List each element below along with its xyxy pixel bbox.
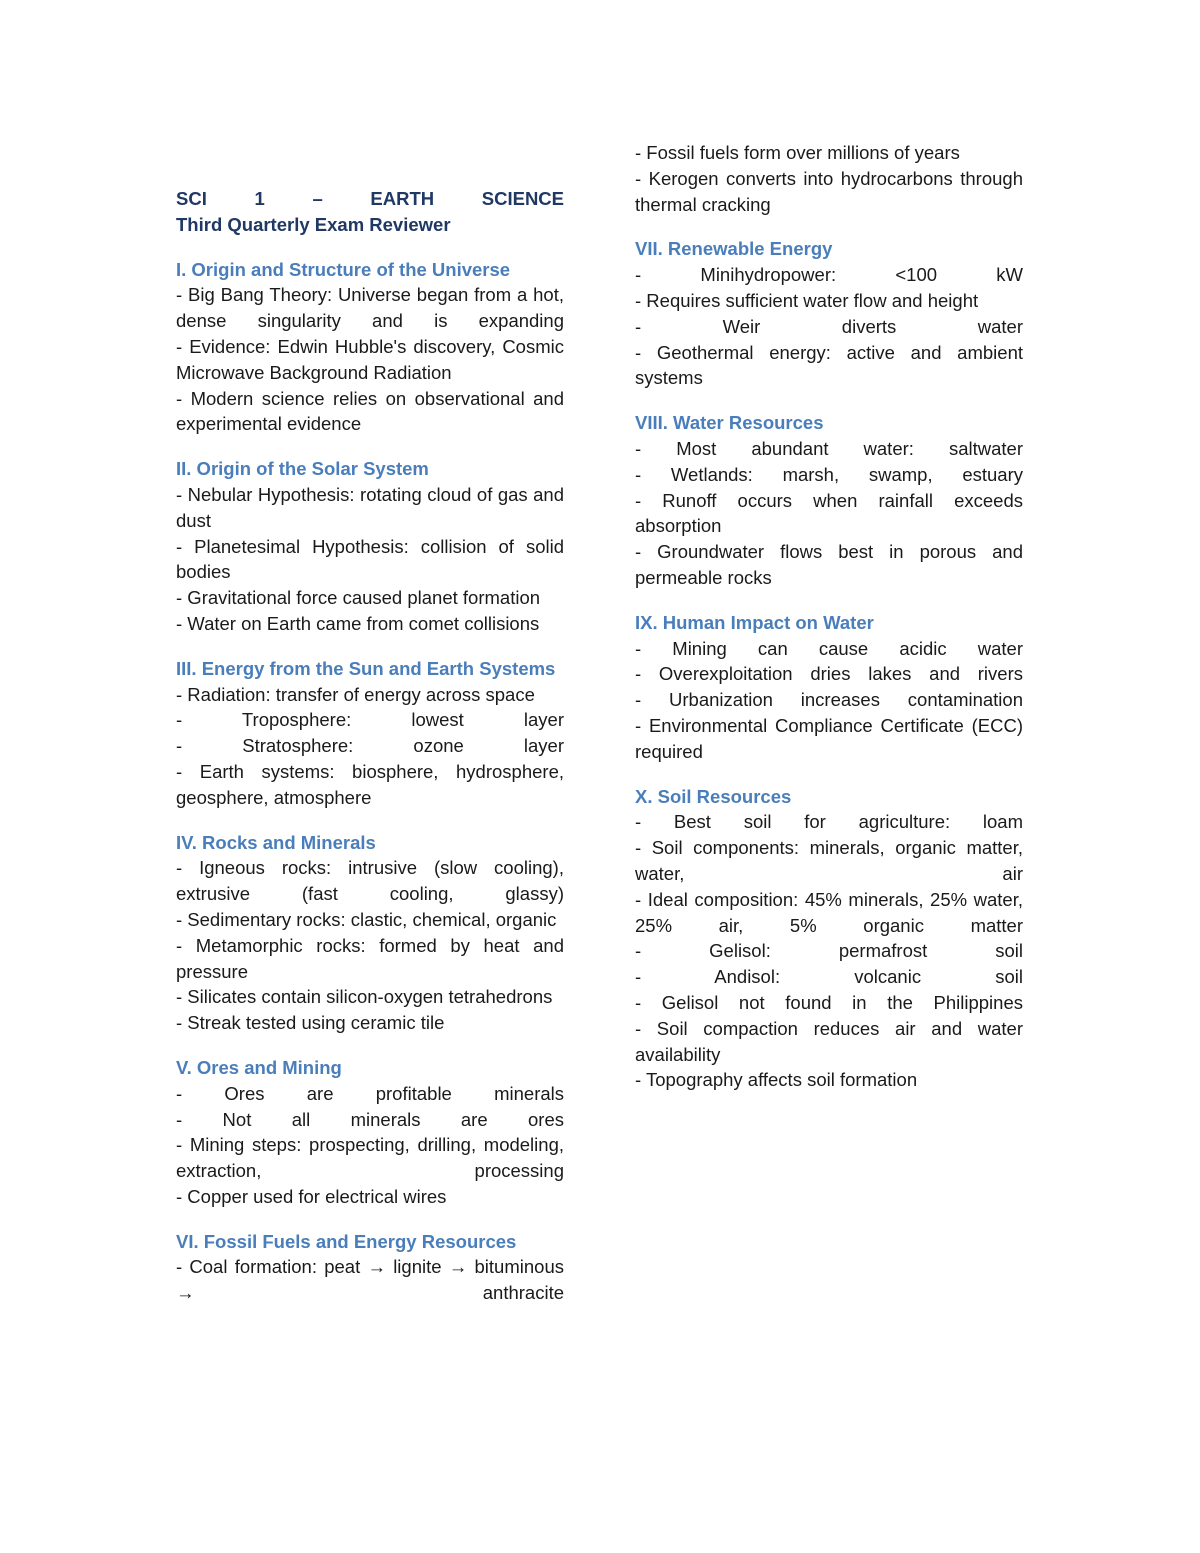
section-heading: IV. Rocks and Minerals xyxy=(176,831,376,853)
section-water-resources xyxy=(635,410,1023,591)
document-subtitle: Third Quarterly Exam Reviewer xyxy=(176,213,451,235)
list-item: - Best soil for agriculture: loam xyxy=(635,811,1023,833)
section-heading: VII. Renewable Energy xyxy=(635,238,833,260)
list-item: - Troposphere: lowest layer xyxy=(176,709,564,731)
section-fossil-fuels xyxy=(176,1229,564,1306)
document-title: SCI 1 – EARTH SCIENCE xyxy=(176,188,564,209)
list-item: - Urbanization increases contamination xyxy=(635,689,1023,711)
list-item: - Planetesimal Hypothesis: collision of solid bodies xyxy=(176,535,564,583)
section-ores-mining xyxy=(176,1055,564,1210)
list-item: - Andisol: volcanic soil xyxy=(635,966,1023,988)
list-item: - Soil components: minerals, organic matter, water, air xyxy=(635,837,1023,884)
list-item: - Minihydropower: <100 kW xyxy=(635,264,1023,286)
list-item: - Most abundant water: saltwater xyxy=(635,437,1023,459)
list-item: - Fossil fuels form over millions of years xyxy=(635,142,960,163)
list-item: - Not all minerals are ores xyxy=(176,1108,564,1130)
list-item: - Radiation: transfer of energy across space xyxy=(176,683,535,705)
list-item: - Weir diverts water xyxy=(635,315,1023,337)
list-item: - Sedimentary rocks: clastic, chemical, organic xyxy=(176,908,557,930)
list-item: - Soil compaction reduces air and water availability xyxy=(635,1017,1023,1065)
list-item: - Topography affects soil formation xyxy=(635,1069,918,1091)
list-item: - Stratosphere: ozone layer xyxy=(176,735,564,757)
list-item: - Mining can cause acidic water xyxy=(635,637,1023,659)
list-item: - Groundwater flows best in porous and permeable rocks xyxy=(635,541,1023,588)
section-fossil-fuels-continued xyxy=(635,140,1023,217)
list-item: - Requires sufficient water flow and height xyxy=(635,289,979,311)
list-item: - Earth systems: biosphere, hydrosphere, geosphere, atmosphere xyxy=(176,760,564,808)
list-item: - Modern science relies on observational and experimental evidence xyxy=(176,387,564,435)
list-item: - Gelisol: permafrost soil xyxy=(635,940,1023,962)
section-heading: VIII. Water Resources xyxy=(635,412,824,434)
list-item: - Silicates contain silicon-oxygen tetrahedrons xyxy=(176,986,553,1008)
list-item: - Streak tested using ceramic tile xyxy=(176,1012,445,1034)
section-heading: II. Origin of the Solar System xyxy=(176,458,429,480)
section-soil-resources xyxy=(635,784,1023,1094)
list-item: - Ideal composition: 45% minerals, 25% water, 25% air, 5% organic matter xyxy=(635,888,1023,936)
list-item: - Environmental Compliance Certificate (ECC) required xyxy=(635,714,1023,762)
section-human-impact-water xyxy=(635,610,1023,765)
section-energy-sun xyxy=(176,656,564,811)
section-renewable-energy xyxy=(635,236,1023,391)
section-heading: VI. Fossil Fuels and Energy Resources xyxy=(176,1230,517,1252)
section-universe xyxy=(176,257,564,438)
section-heading: IX. Human Impact on Water xyxy=(635,611,874,633)
list-item: - Copper used for electrical wires xyxy=(176,1185,447,1207)
section-rocks-minerals xyxy=(176,830,564,1036)
list-item: - Wetlands: marsh, swamp, estuary xyxy=(635,463,1023,485)
section-heading: X. Soil Resources xyxy=(635,785,792,807)
left-column xyxy=(176,186,564,1306)
list-item: - Ores are profitable minerals xyxy=(176,1082,564,1104)
list-item: - Kerogen converts into hydrocarbons through thermal cracking xyxy=(635,167,1023,215)
list-item: - Gelisol not found in the Philippines xyxy=(635,991,1023,1013)
list-item: - Mining steps: prospecting, drilling, modeling, extraction, processing xyxy=(176,1134,564,1182)
list-item: - Geothermal energy: active and ambient systems xyxy=(635,341,1023,389)
section-heading: III. Energy from the Sun and Earth Systems xyxy=(176,657,556,679)
list-item: - Water on Earth came from comet collisions xyxy=(176,612,540,634)
list-item: - Gravitational force caused planet formation xyxy=(176,587,541,609)
section-heading: I. Origin and Structure of the Universe xyxy=(176,258,511,280)
list-item: - Nebular Hypothesis: rotating cloud of gas and dust xyxy=(176,483,564,531)
list-item: - Metamorphic rocks: formed by heat and pressure xyxy=(176,934,564,982)
right-column xyxy=(635,140,1023,1093)
list-item: - Overexploitation dries lakes and rivers xyxy=(635,663,1023,685)
list-item: - Coal formation: peat → lignite → bituminous → anthracite xyxy=(176,1256,564,1304)
section-heading: V. Ores and Mining xyxy=(176,1056,342,1078)
list-item: - Igneous rocks: intrusive (slow cooling), extrusive (fast cooling, glassy) xyxy=(176,857,564,905)
list-item: - Big Bang Theory: Universe began from a hot, dense singularity and is expanding xyxy=(176,284,564,332)
list-item: - Runoff occurs when rainfall exceeds absorption xyxy=(635,489,1023,537)
list-item: - Evidence: Edwin Hubble's discovery, Cosmic Microwave Background Radiation xyxy=(176,335,564,383)
section-solar-system xyxy=(176,456,564,637)
